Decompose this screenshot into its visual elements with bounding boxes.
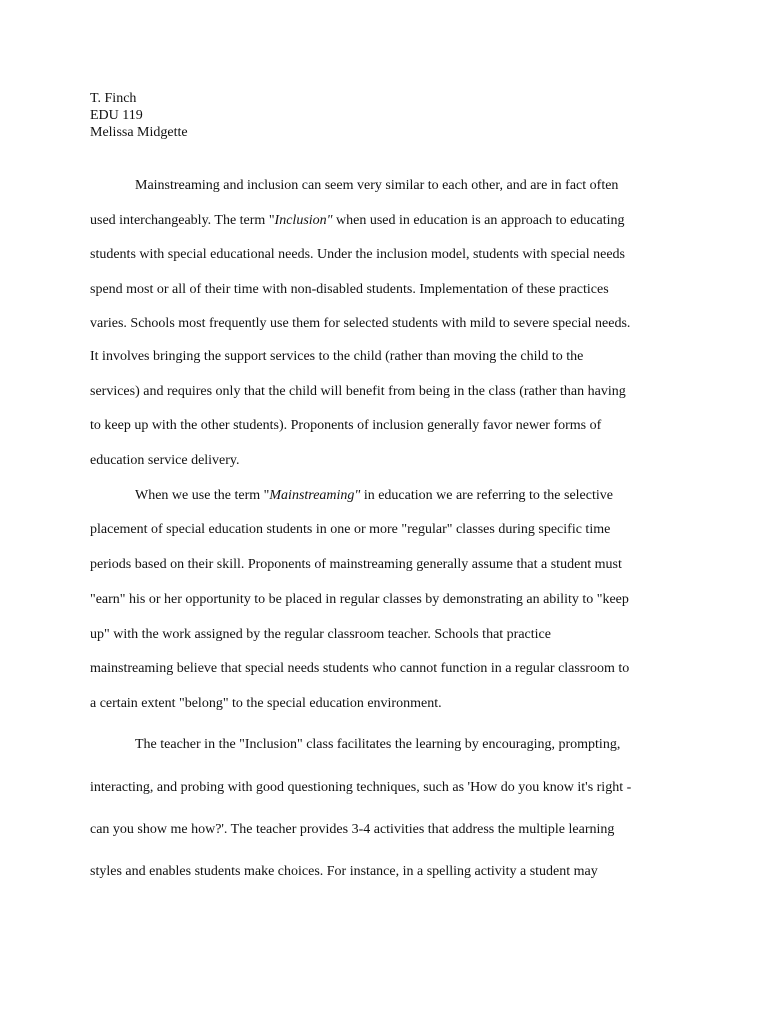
paragraph-2-line: mainstreaming believe that special needs students who cannot function in a regular classroom to: [90, 661, 630, 676]
paragraph-1-line: It involves bringing the support services to the child (rather than moving the child to the: [90, 349, 584, 364]
paragraph-1-line: education service delivery.: [90, 453, 240, 468]
paragraph-3-line: can you show me how?'. The teacher provides 3-4 activities that address the multiple learning: [90, 822, 615, 837]
mainstreaming-term: Mainstreaming": [269, 488, 361, 503]
paragraph-2-line: a certain extent "belong" to the special education environment.: [90, 696, 442, 711]
paragraph-2-line: "earn" his or her opportunity to be placed in regular classes by demonstrating an ability to "keep: [90, 592, 629, 607]
document-header: [90, 90, 188, 141]
text-span: when used in education is an approach to educating: [332, 213, 625, 228]
paragraph-1-line: services) and requires only that the child will benefit from being in the class (rather than having: [90, 384, 626, 399]
paragraph-1-line: [90, 213, 625, 229]
paragraph-3-line: interacting, and probing with good questioning techniques, such as 'How do you know it's right -: [90, 780, 632, 795]
text-span: used interchangeably. The term ": [90, 213, 275, 228]
paragraph-2-line: placement of special education students in one or more "regular" classes during specific time: [90, 522, 611, 537]
paragraph-1-line: varies. Schools most frequently use them for selected students with mild to severe special needs.: [90, 316, 631, 331]
paragraph-2-line: periods based on their skill. Proponents of mainstreaming generally assume that a student must: [90, 557, 622, 572]
paragraph-3-line: The teacher in the "Inclusion" class facilitates the learning by encouraging, prompting,: [135, 737, 621, 752]
instructor-name: Melissa Midgette: [90, 125, 188, 140]
paragraph-1-line: to keep up with the other students). Proponents of inclusion generally favor newer forms of: [90, 418, 602, 433]
paragraph-1-line: students with special educational needs. Under the inclusion model, students with special needs: [90, 247, 625, 262]
author-name: T. Finch: [90, 91, 137, 106]
paragraph-1-line: Mainstreaming and inclusion can seem very similar to each other, and are in fact often: [135, 178, 619, 193]
course-code: EDU 119: [90, 108, 143, 123]
paragraph-3-line: styles and enables students make choices. For instance, in a spelling activity a student may: [90, 864, 598, 879]
inclusion-term: Inclusion": [274, 213, 333, 228]
text-span: When we use the term ": [135, 488, 270, 503]
paragraph-2-line: up" with the work assigned by the regular classroom teacher. Schools that practice: [90, 627, 551, 642]
text-span: in education we are referring to the selective: [360, 488, 613, 503]
paragraph-2-line: [135, 488, 613, 504]
paragraph-1-line: spend most or all of their time with non-disabled students. Implementation of these practices: [90, 282, 609, 297]
